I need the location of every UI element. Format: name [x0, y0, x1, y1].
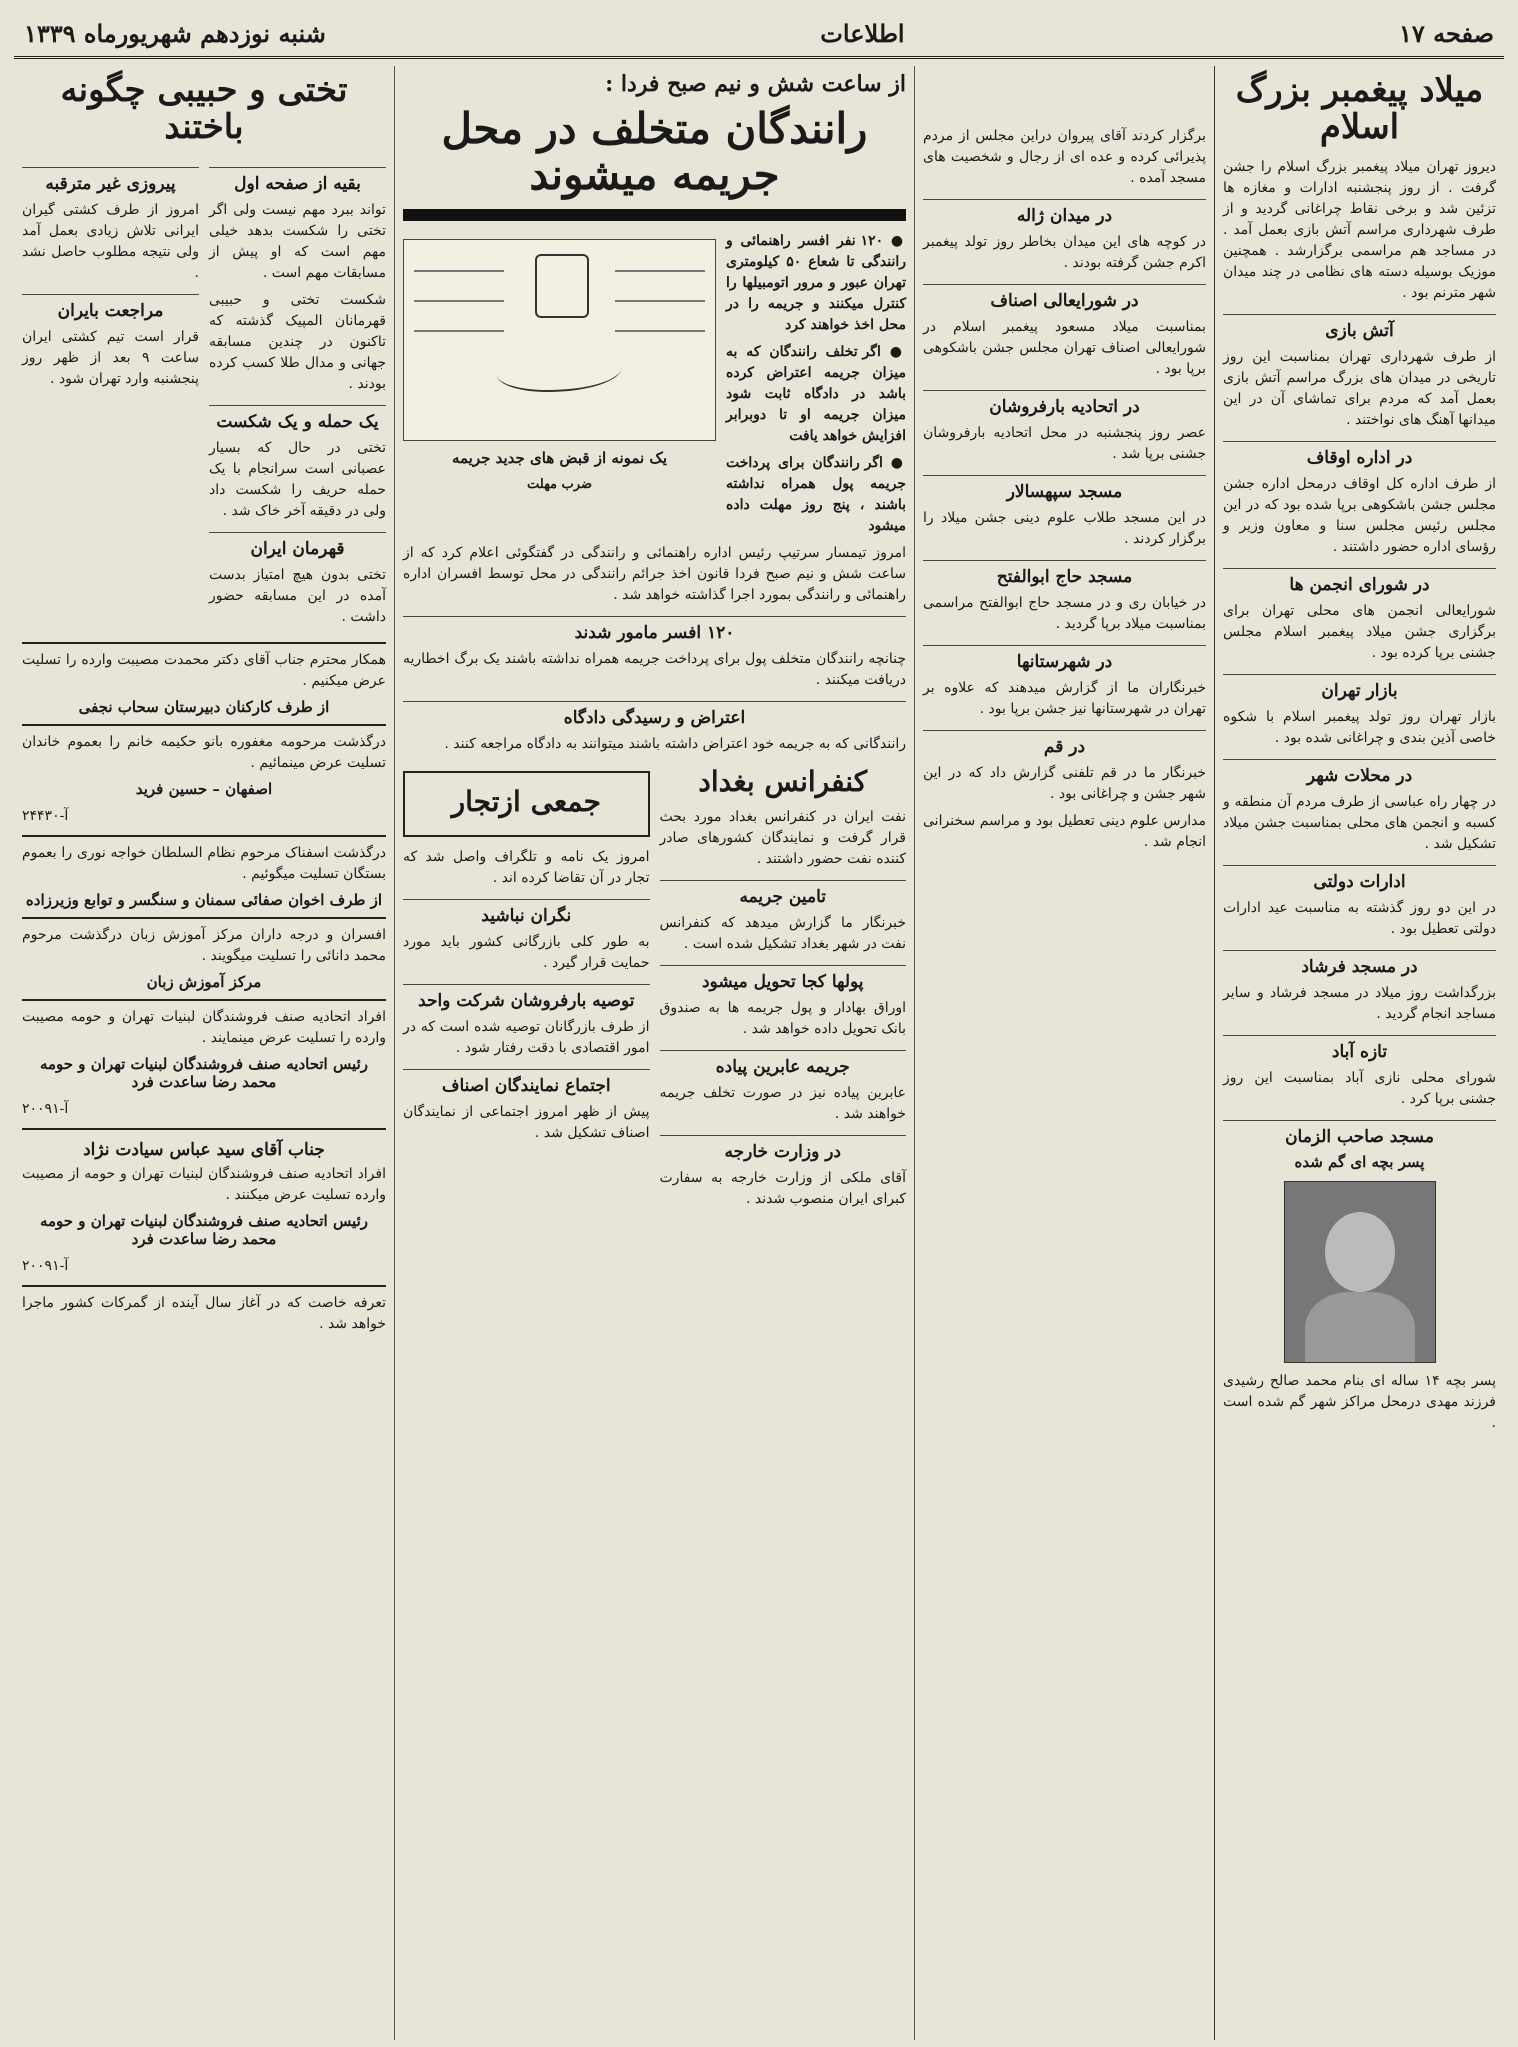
subheading: پیروزی غیر مترقبه: [22, 167, 199, 194]
headline-baghdad-conference: کنفرانس بغداد: [698, 764, 868, 798]
notice-condolence-5: [22, 999, 386, 1120]
article-body: دیروز تهران میلاد پیغمبر بزرگ اسلام را جشن گرفت . از روز پنجشنبه ادارات و مغازه ها تزئین شد و برخی نقاط چراغانی گردید و از طرف شهرداری مراسم آتش بازی بعمل آمد . در مساجد هم مراسمی برگزارشد . همچنین موزیک بوسیله دسته های نظامی در چند میدان شهر مترنم بود .: [1223, 158, 1496, 301]
subheading: بقیه از صفحه اول: [209, 167, 386, 194]
article-body: شکست تختی و حبیبی قهرمانان المپیک گذشته که تاکنون در چندین مسابقه جهانی و مدال طلا کسب کرده بودند .: [209, 291, 386, 392]
column-celebrations: [914, 66, 1214, 2040]
article-body: امروز از طرف کشتی گیران ایرانی تلاش زیادی بعمل آمد ولی نتیجه مطلوب حاصل نشد .: [22, 201, 199, 281]
notice-title: جناب آقای سید عباس سیادت نژاد: [83, 1139, 325, 1160]
notice-condolence-3: [22, 835, 386, 909]
column-prophet-birthday: [1214, 66, 1504, 2040]
subheading: مراجعت بایران: [22, 294, 199, 321]
column-traffic-fines: [394, 66, 914, 2040]
kicker: از ساعت شش و نیم صبح فردا :: [605, 71, 906, 97]
fine-ticket-image: [403, 239, 716, 441]
ticket-line: [414, 270, 504, 272]
subheading: در میدان ژاله: [923, 199, 1206, 226]
ticket-line: [414, 330, 504, 332]
photo-head-shape: [1325, 1212, 1395, 1292]
subheading: در قم: [923, 730, 1206, 757]
subheading: جریمه عابرین پیاده: [660, 1050, 907, 1077]
ticket-caption: یک نمونه از قبض های جدید جریمه: [451, 448, 668, 467]
fine-ticket-figure: [403, 231, 716, 543]
bullet-item: ● اگر رانندگان برای پرداخت جریمه پول همراه نداشته باشند ، پنج روز مهلت داده میشود: [726, 453, 906, 537]
notice-condolence-2: [22, 724, 386, 827]
missing-boy-photo: [1284, 1181, 1436, 1363]
article-body: بمناسبت میلاد مسعود پیغمبر اسلام در شورایعالی اصناف تهران مجلس جشن باشکوهی برپا بود .: [923, 319, 1206, 377]
article-body: شورای محلی نازی آباد بمناسبت این روز جشنی برپا کرد .: [1223, 1069, 1496, 1107]
headline-traffic-fines: رانندگان متخلف در محل جریمه میشوند: [441, 104, 868, 200]
article-body: بزرگداشت روز میلاد در مسجد فرشاد و سایر مساجد انجام گردید .: [1223, 984, 1496, 1022]
article-body: شورایعالی انجمن های محلی تهران برای برگزاری جشن میلاد پیغمبر اسلام مجلس جشنی برپا کرده بود .: [1223, 602, 1496, 661]
notice-body: افسران و درجه داران مرکز آموزش زبان درگذشت مرحوم محمد دانائی را تسلیت میگویند .: [22, 926, 386, 964]
newspaper-page: [14, 10, 1504, 2040]
subheading: اجتماع نمایندگان اصناف: [403, 1069, 650, 1096]
subheading: در اداره اوقاف: [1223, 441, 1496, 468]
notice-signature: مرکز آموزش زبان: [146, 972, 262, 991]
notice-body: همکار محترم جناب آقای دکتر محمدت مصیبت وارده را تسلیت عرض میکنیم .: [22, 651, 386, 689]
ticket-line: [615, 270, 705, 272]
article-body: قرار است تیم کشتی ایران ساعت ۹ بعد از ظهر روز پنجشنبه وارد تهران شود .: [22, 328, 200, 387]
article-body: خبرنگار ما در قم تلفنی گزارش داد که در این شهر جشن و چراغانی بود .: [923, 765, 1206, 802]
subheading: مسجد صاحب الزمان: [1223, 1120, 1496, 1147]
article-body: برگزار کردند آقای پیروان دراین مجلس از مردم پذیرائی کرده و عده ای از رجال و شخصیت های مسجد آمده .: [923, 128, 1206, 186]
notice-body: افراد اتحادیه صنف فروشندگان لبنیات تهران و حومه از مصیبت وارده تسلیت عرض میکنند .: [22, 1165, 386, 1203]
headline-wrestling: تختی و حبیبی چگونه باختند: [60, 70, 348, 148]
article-body: از طرف اداره کل اوقاف درمحل اداره جشن مجلس جشن باشکوهی برپا شده بود که در این مجلس رئیس مجلس سنا و معاون وزیر و رؤسای اداره حضور داشتند .: [1223, 475, 1496, 555]
notice-signature: رئیس اتحادیه صنف فروشندگان لبنیات تهران و حومه محمد رضا ساعدت فرد: [39, 1054, 369, 1091]
subheading: نگران نباشید: [403, 899, 650, 926]
article-body: در این دو روز گذشته به مناسبت عید ادارات دولتی تعطیل بود .: [1223, 899, 1496, 937]
bullet-list: [726, 231, 906, 543]
article-body: اوراق بهادار و پول جریمه ها به صندوق بانک تحویل داده خواهد شد .: [659, 1000, 906, 1038]
article-body: عابرین پیاده نیز در صورت تخلف جریمه خواهند شد .: [659, 1085, 906, 1123]
notice-signature: از طرف کارکنان دبیرستان سحاب نجفی: [78, 697, 330, 716]
subheading: در محلات شهر: [1223, 759, 1496, 786]
article-body: بازار تهران روز تولد پیغمبر اسلام با شکوه خاصی آذین بندی و چراغانی شده بود .: [1223, 708, 1496, 746]
notice-signature: اصفهان – حسین فرید: [135, 779, 273, 798]
wrestling-col-a: [209, 157, 386, 634]
ticket-seal: [535, 254, 589, 318]
article-body: خبرنگاران ما از گزارش میدهند که علاوه بر تهران در شهرستانها نیز جشن برپا بود .: [923, 680, 1206, 717]
subheading: یک حمله و یک شکست: [209, 405, 386, 432]
article-body: تواند ببرد مهم نیست ولی اگر تختی را شکست بدهد خیلی مهم است که او پیش از مسابقات مهم است .: [209, 201, 386, 281]
notice-code: آ-۲۰۰۹۱: [22, 1100, 69, 1117]
notice-body: افراد اتحادیه صنف فروشندگان لبنیات تهران و حومه مصیبت وارده را تسلیت عرض مینمایند .: [22, 1008, 386, 1046]
article-body: تختی در حال که بسیار عصبانی است سرانجام با یک حمله حریف را شکست داد ولی در دقیقه آخر خاک شد .: [209, 439, 386, 519]
subheading: قهرمان ایران: [209, 532, 386, 559]
page-number: صفحه ۱۷: [1398, 18, 1494, 48]
subheading: در شورای انجمن ها: [1223, 568, 1496, 595]
article-body: عصر روز پنجشنبه در محل اتحادیه بارفروشان جشنی برپا شد .: [923, 425, 1206, 462]
headline-merchants: جمعی ازتجار: [451, 784, 601, 818]
photo-caption: پسر بچه ای گم شده: [1294, 1152, 1425, 1171]
article-body: در این مسجد طلاب علوم دینی جشن میلاد را برگزار کردند .: [923, 510, 1206, 547]
subheading: اعتراض و رسیدگی دادگاه: [403, 701, 906, 728]
article-body: در چهار راه عباسی از طرف مردم آن منطقه و کسبه و انجمن های محلی بمناسبت جشن میلاد تشکیل شد .: [1223, 793, 1496, 852]
subheading: بازار تهران: [1223, 674, 1496, 701]
notice-body: درگذشت اسفناک مرحوم نظام السلطان خواجه نوری را بعموم بستگان تسلیت میگوئیم .: [22, 844, 386, 882]
article-body: در کوچه های این میدان بخاطر روز تولد پیغمبر اکرم جشن گرفته بودند .: [923, 234, 1206, 271]
article-body: تعرفه خاصت که در آغاز سال آینده از گمرکات کشور ماجرا خواهد شد .: [22, 1294, 386, 1332]
traffic-lower-row: [403, 761, 906, 1217]
merchants-article: [403, 761, 650, 1217]
notice-condolence-4: [22, 917, 386, 991]
article-body: در خیابان ری و در مسجد حاج ابوالفتح مراسمی بمناسبت میلاد برپا گردید .: [923, 595, 1206, 632]
article-body: از طرف شهرداری تهران بمناسبت این روز تاریخی در میدان های بزرگ مراسم آتش بازی بعمل آمد که مردم برای تماشای آن در این میدانها آهنگ های نواختند .: [1223, 348, 1496, 428]
article-body: رانندگانی که به جریمه خود اعتراض داشته باشند میتوانند به دادگاه مراجعه کنند .: [444, 735, 906, 752]
article-body: نفت ایران در کنفرانس بغداد مورد بحث قرار گرفت و نمایندگان کشورهای صادر کننده نفت حضور داشتند .: [659, 809, 906, 868]
notice-condolence-1: [22, 642, 386, 716]
headline-prophet-birthday: میلاد پیغمبر بزرگ اسلام: [1235, 70, 1484, 148]
notice-body: درگذشت مرحومه مغفوره بانو حکیمه خانم را بعموم خاندان تسلیت عرض مینمائیم .: [22, 733, 386, 771]
subheading: ادارات دولتی: [1223, 865, 1496, 892]
ticket-line: [414, 300, 504, 302]
subheading: تامین جریمه: [660, 880, 907, 907]
subheading: مسجد حاج ابوالفتح: [923, 560, 1206, 587]
notice-code: آ-۲۰۰۹۱: [22, 1257, 69, 1274]
subheading: پولها کجا تحویل میشود: [660, 965, 907, 992]
subheading: تازه آباد: [1223, 1035, 1496, 1062]
bullet-item: ● ۱۲۰ نفر افسر راهنمائی و رانندگی تا شعاع ۵۰ کیلومتری تهران عبور و مرور اتومبیلها را کنترل میکنند و جریمه را در محل اخذ خواهند کرد: [726, 231, 906, 336]
subheading: آتش بازی: [1223, 314, 1496, 341]
customs-tariff-article: [22, 1285, 386, 1335]
subheading: ۱۲۰ افسر مامور شدند: [403, 616, 906, 643]
masthead: [14, 10, 1504, 59]
column-wrestling: [14, 66, 394, 2040]
subheading: توصیه بارفروشان شرکت واحد: [403, 984, 650, 1011]
baghdad-conference: [660, 761, 907, 1217]
subheading: در شهرستانها: [923, 645, 1206, 672]
ticket-signature: [497, 350, 621, 392]
rule-bar: [403, 209, 906, 221]
subheading: در مسجد فرشاد: [1223, 950, 1496, 977]
notice-signature: از طرف اخوان صفائی سمنان و سنگسر و توابع وزیرزاده: [25, 890, 383, 909]
article-body: امروز یک نامه و تلگراف واصل شد که تجار در آن تقاضا کرده اند .: [403, 849, 650, 887]
wrestling-columns: [22, 157, 386, 634]
wrestling-col-b: [22, 157, 199, 634]
traffic-top-row: [403, 231, 906, 543]
merchants-box: [403, 771, 650, 838]
article-body: پیش از ظهر امروز اجتماعی از نمایندگان اصناف تشکیل شد .: [403, 1104, 650, 1142]
issue-date: شنبه نوزدهم شهریورماه ۱۳۳۹: [24, 18, 326, 48]
subheading: در اتحادیه بارفروشان: [923, 390, 1206, 417]
article-body: از طرف بازرگانان توصیه شده است که در امور اقتصادی با دقت رفتار شود .: [403, 1019, 650, 1057]
article-body: به طور کلی بازرگانی کشور باید مورد حمایت قرار گیرد .: [403, 934, 650, 972]
article-body: مدارس علوم دینی تعطیل بود و مراسم سخنرانی انجام شد .: [923, 813, 1206, 850]
article-body: چنانچه رانندگان متخلف پول برای پرداخت جریمه همراه نداشته باشند یک برگ اخطاریه دریافت میکنند .: [403, 650, 906, 688]
ticket-line: [615, 330, 705, 332]
notice-condolence-6: [22, 1128, 386, 1277]
paper-name: اطلاعات: [820, 18, 905, 48]
notice-code: آ-۲۴۴۳۰: [22, 807, 69, 824]
bullet-item: ● اگر تخلف رانندگان که به میزان جریمه اعتراض کرده باشد در دادگاه ثابت شود میزان جریمه او تا دوبرابر افزایش خواهد یافت: [726, 342, 906, 447]
subheading: در شورایعالی اصناف: [923, 284, 1206, 311]
notice-signature: رئیس اتحادیه صنف فروشندگان لبنیات تهران و حومه محمد رضا ساعدت فرد: [39, 1211, 369, 1248]
article-body: تختی بدون هیچ امتیاز بدست آمده در این مسابقه حضور داشت .: [209, 566, 386, 625]
article-body: آقای ملکی از وزارت خارجه به سفارت کبرای ایران منصوب شدند .: [659, 1170, 906, 1208]
subheading: در وزارت خارجه: [660, 1135, 907, 1162]
ticket-caption-sub: ضرب مهلت: [527, 476, 592, 492]
article-body: پسر بچه ۱۴ ساله ای بنام محمد صالح رشیدی فرزند مهدی درمحل مراکز شهر گم شده است .: [1223, 1372, 1497, 1431]
article-body: امروز تیمسار سرتیپ رئیس اداره راهنمائی و رانندگی در گفتگوئی اعلام کرد که از ساعت شش و نیم صبح فردا قانون اخذ جرائم رانندگی در محل توسط افسران اداره راهنمائی و رانندگی بمورد اجرا گذاشته خواهد شد .: [403, 544, 907, 603]
photo-torso-shape: [1305, 1292, 1415, 1363]
ticket-line: [615, 300, 705, 302]
subheading: مسجد سپهسالار: [923, 475, 1206, 502]
article-body: خبرنگار ما گزارش میدهد که کنفرانس نفت در شهر بغداد تشکیل شده است .: [659, 915, 906, 953]
